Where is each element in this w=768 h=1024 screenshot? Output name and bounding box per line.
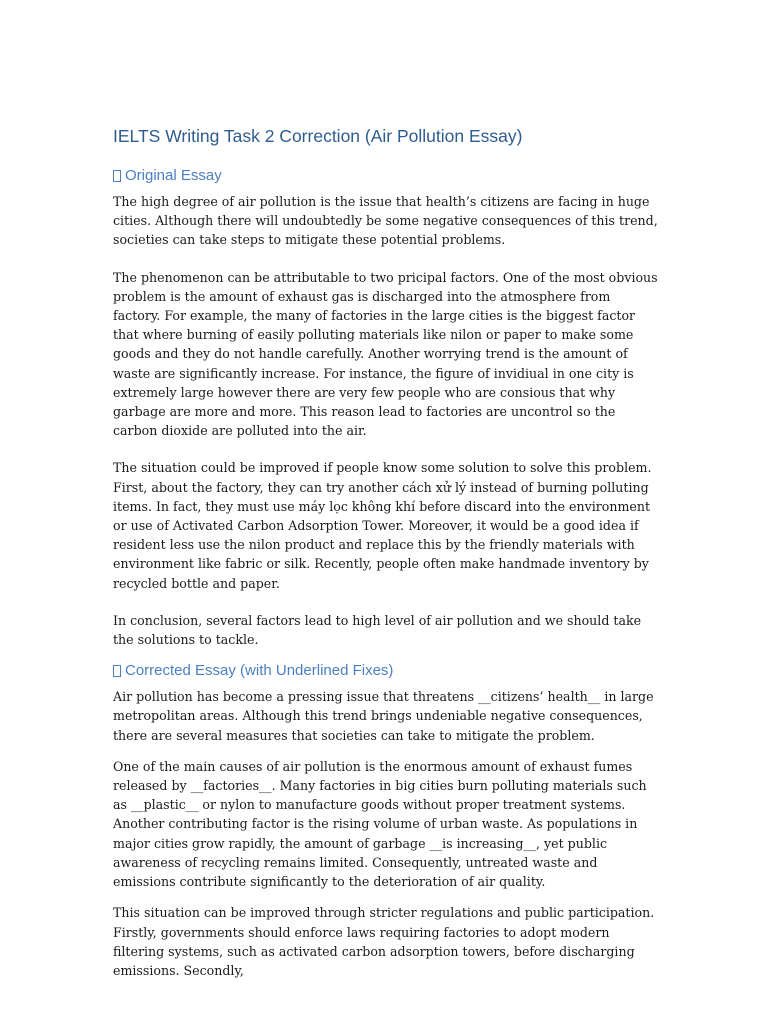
- original-paragraph-4: In conclusion, several factors lead to high level of air pollution and we should take the solutions to tackle.: [113, 612, 642, 648]
- original-essay-heading: [113, 166, 658, 186]
- missing-glyph-icon: [113, 170, 121, 182]
- corrected-essay-heading-text: Corrected Essay (with Underlined Fixes): [125, 662, 394, 680]
- original-paragraph-1: The high degree of air pollution is the issue that health’s citizens are facing in huge cities. Although there will undoubtedly be some negative consequences of this trend, societies can take steps to mitigate these potential problems.: [113, 194, 658, 248]
- original-essay-heading-text: Original Essay: [125, 167, 222, 184]
- corrected-essay-heading: [113, 661, 658, 681]
- original-paragraph-3: The situation could be improved if people know some solution to solve this problem. First, about the factory, they can try another cách xử lý instead of burning polluting items. In fact, they must use máy lọc không khí before discard into the environment or use of Activated Carbon Adsorption Tower. Moreover, it would be a good idea if resident less use the nilon product and replace this by the friendly materials with environment like fabric or silk. Recently, people often make handmade inventory by recycled bottle and paper.: [113, 460, 652, 591]
- missing-glyph-icon: [113, 665, 121, 677]
- corrected-paragraph-2: One of the main causes of air pollution is the enormous amount of exhaust fumes released by __factories__. Many factories in big cities burn polluting materials such as __plastic__ or nylon to manufacture goods without proper treatment systems. Another contributing factor is the rising volume of urban waste. As populations in major cities grow rapidly, the amount of garbage __is increasing__, yet public awareness of recycling remains limited. Consequently, untreated waste and emissions contribute significantly to the deterioration of air quality.: [113, 758, 647, 890]
- corrected-paragraph-3: This situation can be improved through stricter regulations and public participation. Firstly, governments should enforce laws requiring factories to adopt modern filtering systems, such as activated carbon adsorption towers, before discharging emissions. Secondly,: [113, 905, 655, 978]
- original-paragraph-2: The phenomenon can be attributable to two pricipal factors. One of the most obvious problem is the amount of exhaust gas is discharged into the atmosphere from factory. For example, the many of factories in the large cities is the biggest factor that where burning of easily polluting materials like nilon or paper to make some goods and they do not handle carefully. Another worrying trend is the amount of waste are significantly increase. For instance, the figure of invidiual in one city is extremely large however there are very few people who are consious that why garbage are more and more. This reason lead to factories are uncontrol so the carbon dioxide are polluted into the air.: [113, 269, 658, 439]
- corrected-paragraph-1: Air pollution has become a pressing issue that threatens __citizens’ health__ in large metropolitan areas. Although this trend brings undeniable negative consequences, there are several measures that societies can take to mitigate the problem.: [113, 689, 654, 743]
- document-title: IELTS Writing Task 2 Correction (Air Pollution Essay): [113, 126, 523, 146]
